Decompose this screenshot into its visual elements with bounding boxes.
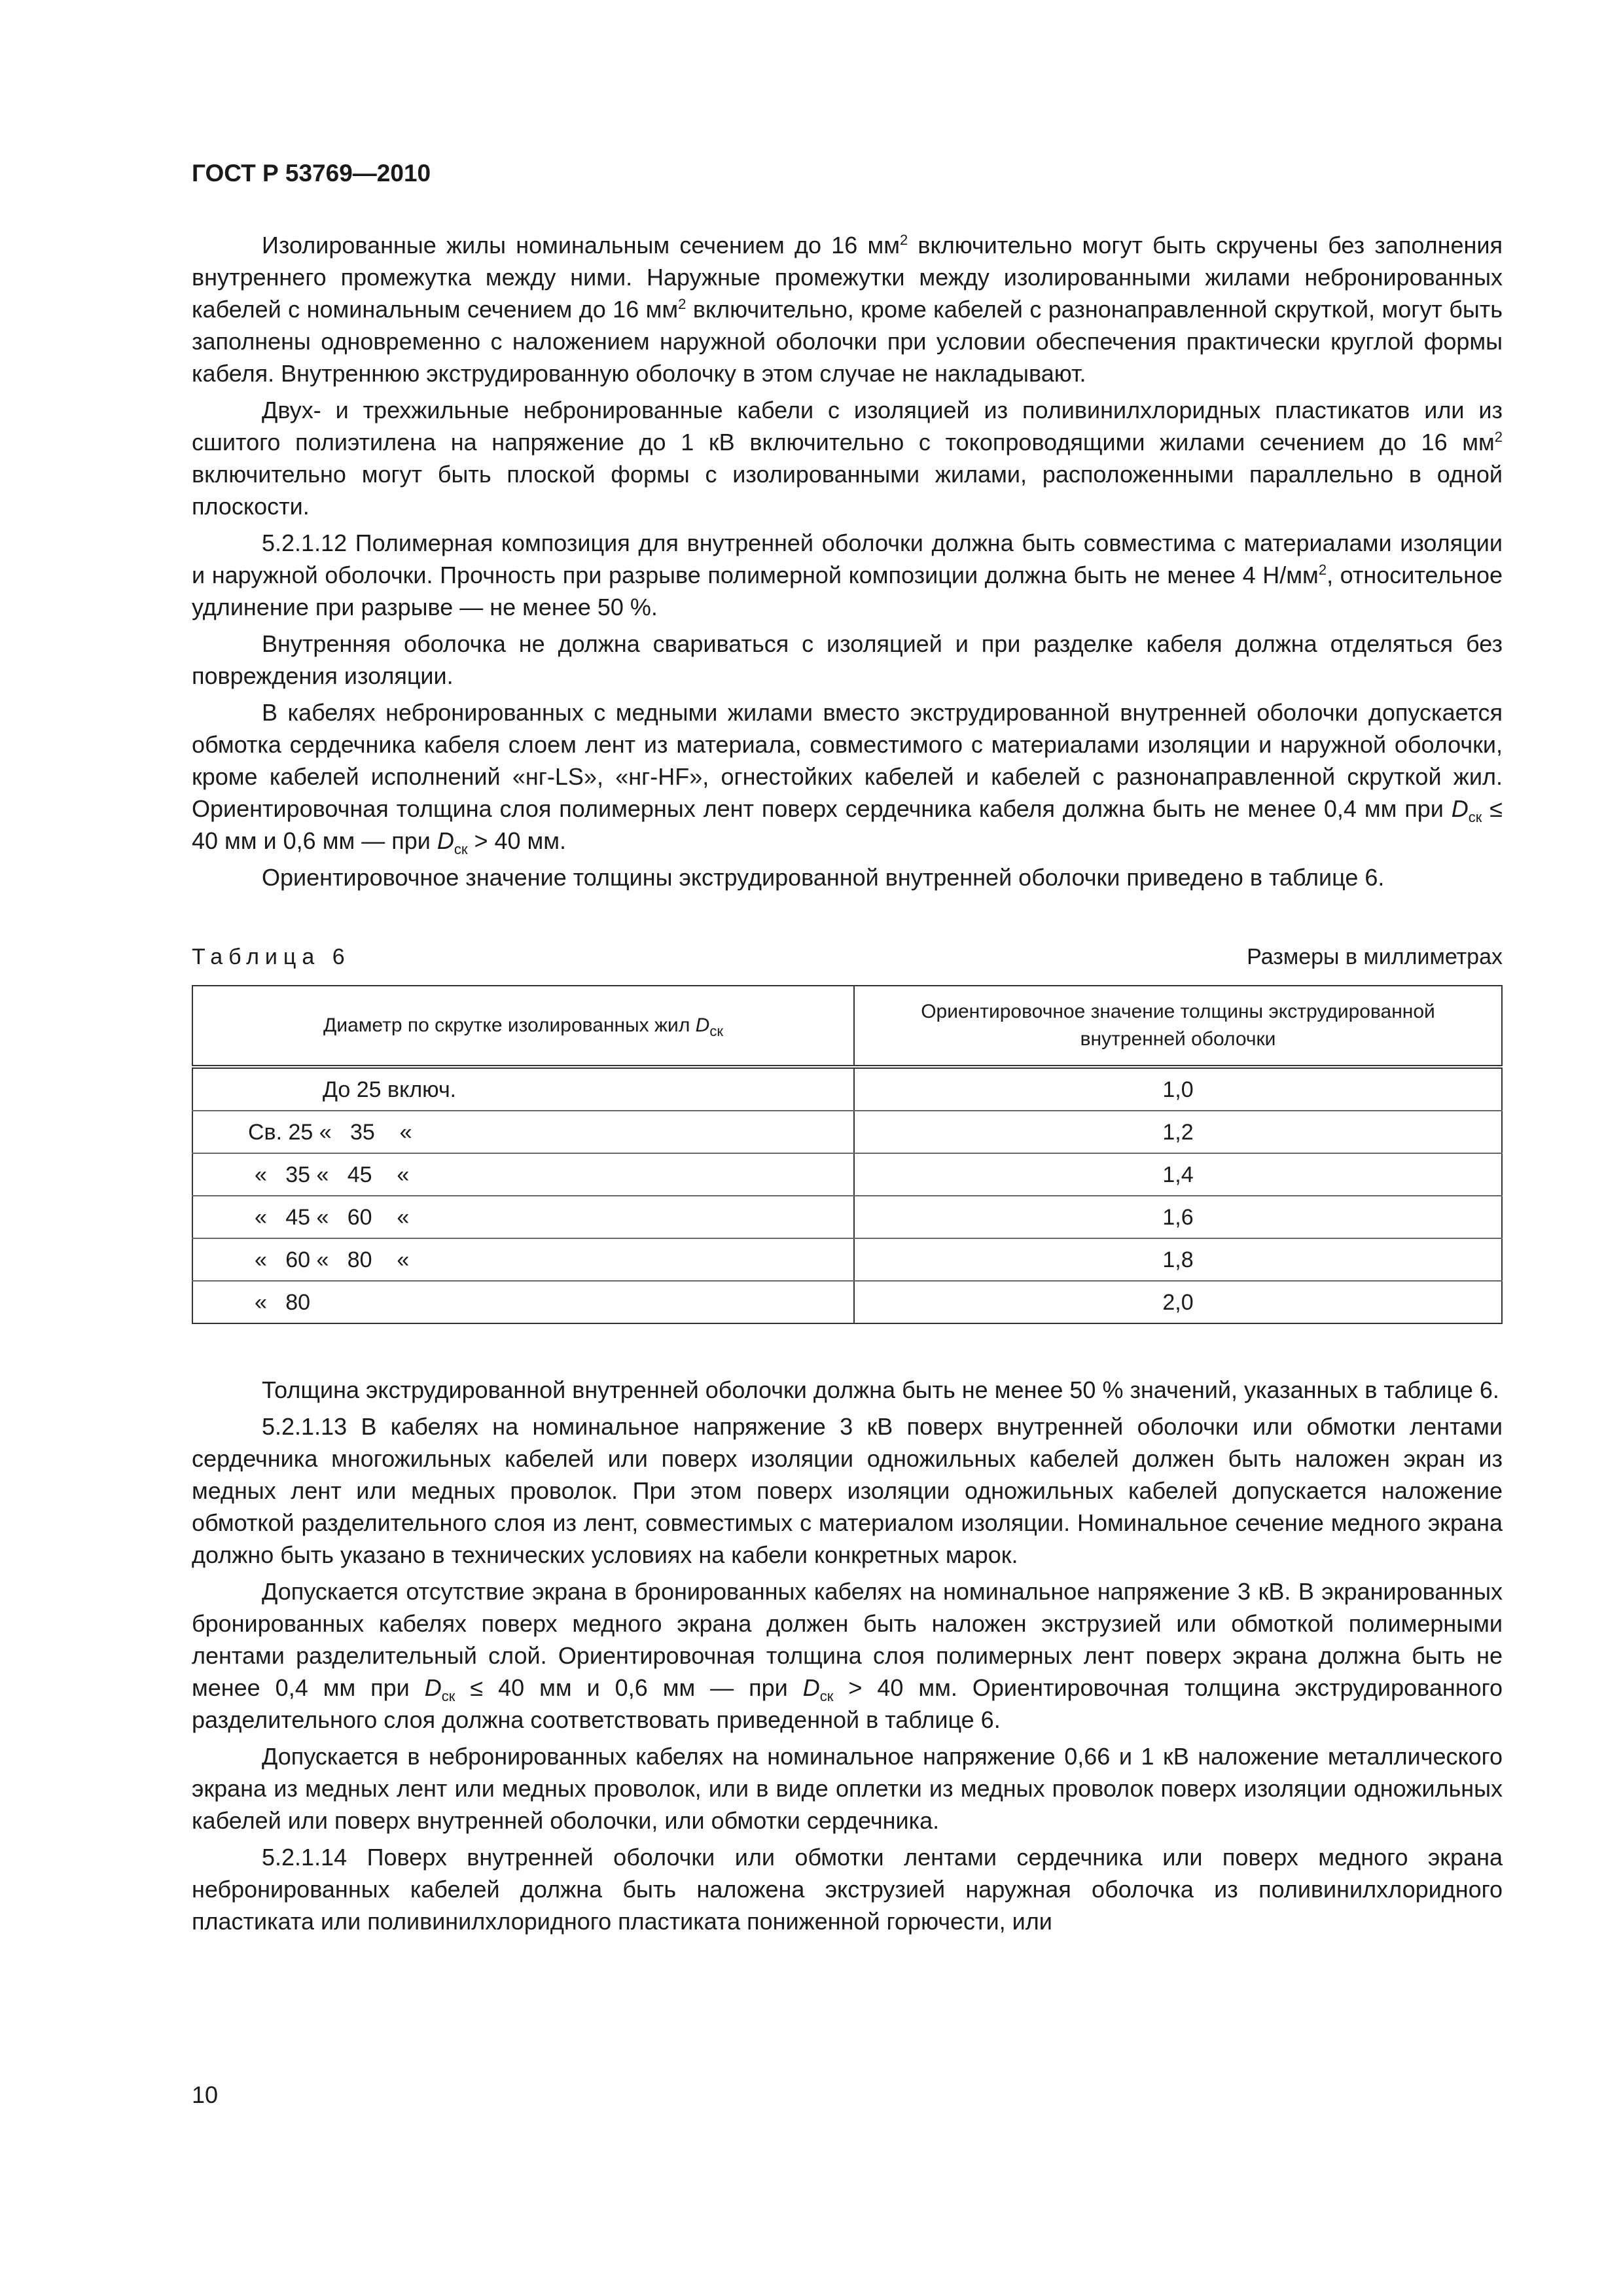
table-caption: Таблица 6	[192, 944, 351, 969]
table-row	[192, 1196, 1502, 1238]
paragraph-twisted-cores: Изолированные жилы номинальным сечением до 16 $мм^2$ включительно могут быть скручены без заполнения внутреннего промежутка между ними. Наружные промежутки между изолированными жилами небронированных кабелей с номинальным сечением до 16 $мм^2$ включительно, кроме кабелей с разнонаправленной скруткой, могут быть заполнены одновременно с наложением наружной оболочки при условии обеспечения практически круглой формы кабеля. Внутреннюю экструдированную оболочку в этом случае не накладывают.	[192, 232, 1503, 387]
thickness-table	[192, 985, 1503, 1324]
table-row	[192, 1238, 1502, 1281]
table-caption-row	[192, 942, 1503, 972]
table-row	[192, 1111, 1502, 1153]
cell-thickness: 1,8	[854, 1238, 1502, 1281]
paragraph-table-reference: Ориентировочное значение толщины экструдированной внутренней оболочки приведено в таблице 6.	[262, 864, 1385, 891]
table-units: Размеры в миллиметрах	[1247, 944, 1503, 969]
paragraph-tape-wrapping: В кабелях небронированных с медными жилами вместо экструдированной внутренней оболочки допускается обмотка сердечника кабеля слоем лент из материала, совместимого с материалами изоляции и наружной оболочки, кроме кабелей исполнений «нг-LS», «нг-HF», огнестойких кабелей и кабелей с разнонаправленной скруткой жил. Ориентировочная толщина слоя полимерных лент поверх сердечника кабеля должна быть не менее 0,4 мм при $D_{ск} \le 40$ мм и 0,6 мм — при $D_{ск} > 40$ мм.	[192, 699, 1503, 858]
paragraph-inner-sheath-welding: Внутренняя оболочка не должна свариваться с изоляцией и при разделке кабеля должна отделяться без повреждения изоляции.	[192, 630, 1503, 689]
cell-diameter: « 80	[192, 1281, 854, 1323]
cell-diameter: « 35 « 45 «	[192, 1153, 854, 1196]
paragraph-screen-absence: Допускается отсутствие экрана в бронированных кабелях на номинальное напряжение 3 кВ. В экранированных бронированных кабелях поверх медного экрана должен быть наложен экструзией или обмоткой полимерными лентами разделительный слой. Ориентировочная толщина слоя полимерных лент поверх экрана должна быть не менее 0,4 мм при $D_{ск} \le 40$ мм и 0,6 мм — при $D_{ск} > 40$ мм. Ориентировочная толщина экструдированного разделительного слоя должна соответствовать приведенной в таблице 6.	[192, 1578, 1503, 1733]
document-page	[192, 157, 1503, 1942]
table-row	[192, 1067, 1502, 1111]
paragraph-metal-screen: Допускается в небронированных кабелях на номинальное напряжение 0,66 и 1 кВ наложение металлического экрана из медных лент или медных проволок, или в виде оплетки из медных проволок поверх изоляции одножильных кабелей или поверх внутренней оболочки, или обмотки сердечника.	[192, 1743, 1503, 1834]
page-number: 10	[192, 2081, 219, 2108]
cell-thickness: 1,2	[854, 1111, 1502, 1153]
cell-diameter: Св. 25 « 35 «	[192, 1111, 854, 1153]
cell-thickness: 1,0	[854, 1067, 1502, 1111]
document-header: ГОСТ Р 53769—2010	[192, 160, 431, 187]
cell-thickness: 2,0	[854, 1281, 1502, 1323]
cell-thickness: 1,4	[854, 1153, 1502, 1196]
paragraph-5-2-1-12: 5.2.1.12 Полимерная композиция для внутренней оболочки должна быть совместима с материалами изоляции и наружной оболочки. Прочность при разрыве полимерной композиции должна быть не менее 4 $Н/мм^2$, относительное удлинение при разрыве — не менее 50 %.	[192, 529, 1503, 620]
cell-diameter: « 45 « 60 «	[192, 1196, 854, 1238]
paragraph-flat-cables: Двух- и трехжильные небронированные кабели с изоляцией из поливинилхлоридных пластикатов или из сшитого полиэтилена на напряжение до 1 кВ включительно с токопроводящими жилами сечением до 16 $мм^2$ включительно могут быть плоской формы с изолированными жилами, расположенными параллельно в одной плоскости.	[192, 397, 1503, 520]
header-thickness: Ориентировочное значение толщины экструдированной внутренней оболочки	[854, 986, 1502, 1067]
paragraph-5-2-1-13: 5.2.1.13 В кабелях на номинальное напряжение 3 кВ поверх внутренней оболочки или обмотки лентами сердечника многожильных кабелей или поверх изоляции одножильных кабелей должен быть наложен экран из медных лент или медных проволок. При этом поверх изоляции одножильных кабелей допускается наложение обмоткой разделительного слоя из лент, совместимых с материалом изоляции. Номинальное сечение медного экрана должно быть указано в технических условиях на кабели конкретных марок.	[192, 1413, 1503, 1568]
header-diameter: Диаметр по скрутке изолированных жил $D_{ск}$	[192, 986, 854, 1067]
cell-diameter: « 60 « 80 «	[192, 1238, 854, 1281]
table-row	[192, 1281, 1502, 1323]
table-row	[192, 1153, 1502, 1196]
paragraph-5-2-1-14: 5.2.1.14 Поверх внутренней оболочки или обмотки лентами сердечника или поверх медного экрана небронированных кабелей должна быть наложена экструзией наружная оболочка из поливинилхлоридного пластиката или поливинилхлоридного пластиката пониженной горючести, или	[192, 1844, 1503, 1935]
cell-diameter: До 25 включ.	[192, 1067, 854, 1111]
paragraph-min-thickness: Толщина экструдированной внутренней оболочки должна быть не менее 50 % значений, указанных в таблице 6.	[262, 1376, 1499, 1403]
cell-thickness: 1,6	[854, 1196, 1502, 1238]
table-header-row	[192, 986, 1502, 1067]
